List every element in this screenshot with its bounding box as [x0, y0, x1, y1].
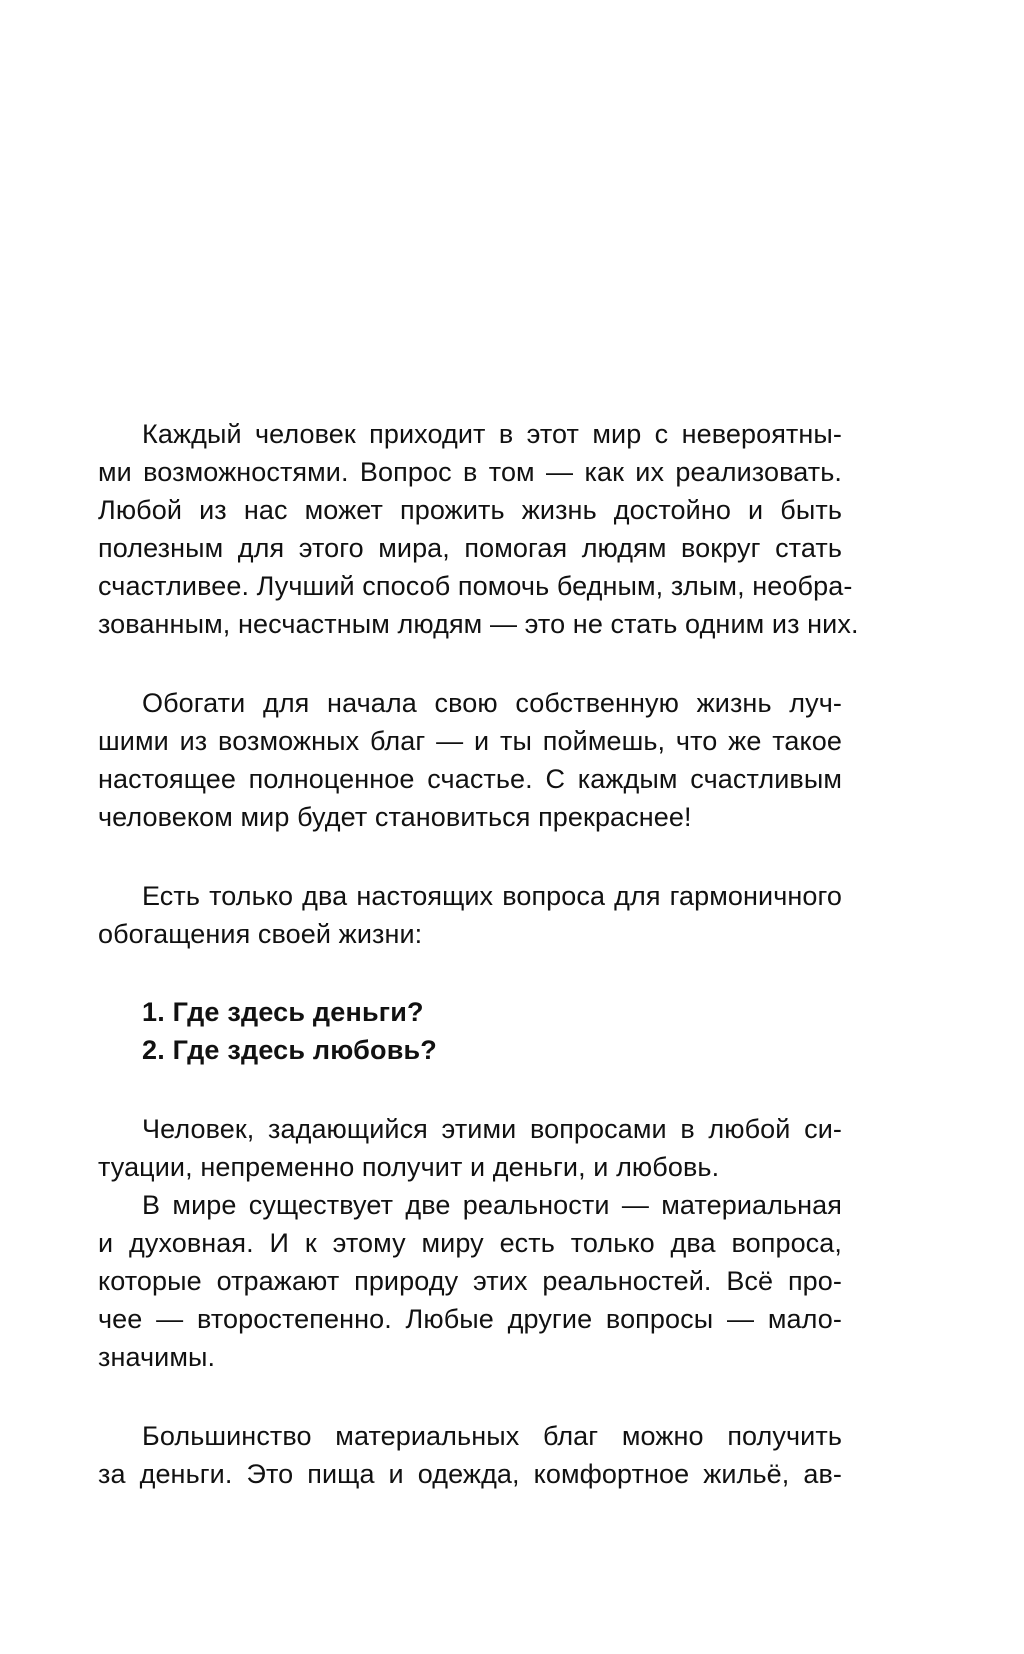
question-money: 1. Где здесь деньги?: [142, 997, 424, 1027]
paragraph-line: значимы.: [98, 1342, 216, 1372]
paragraph-line: и духовная. И к этому миру есть только два вопроса,: [98, 1228, 842, 1258]
paragraph-line: которые отражают природу этих реальностей. Всё про-: [98, 1266, 842, 1296]
paragraph-line: Обогати для начала свою собственную жизнь луч-: [142, 688, 842, 718]
paragraph-line: полезным для этого мира, помогая людям вокруг стать: [98, 533, 842, 563]
paragraph-line: ми возможностями. Вопрос в том — как их реализовать.: [98, 457, 842, 487]
paragraph-line: Есть только два настоящих вопроса для гармоничного: [142, 881, 842, 911]
paragraph-line: чее — второстепенно. Любые другие вопросы — мало-: [98, 1304, 842, 1334]
paragraph-line: Большинство материальных благ можно получить: [142, 1421, 842, 1451]
paragraph-line: Человек, задающийся этими вопросами в любой си-: [142, 1114, 842, 1144]
paragraph-line: шими из возможных благ — и ты поймешь, что же такое: [98, 726, 842, 756]
paragraph-line: зованным, несчастным людям — это не стать одним из них.: [98, 609, 859, 639]
paragraph-line: счастливее. Лучший способ помочь бедным, злым, необра-: [98, 571, 853, 601]
paragraph-line: настоящее полноценное счастье. С каждым счастливым: [98, 764, 842, 794]
paragraph-line: Любой из нас может прожить жизнь достойно и быть: [98, 495, 842, 525]
paragraph-line: туации, непременно получит и деньги, и любовь.: [98, 1152, 720, 1182]
paragraph-line: за деньги. Это пища и одежда, комфортное жильё, ав-: [98, 1459, 842, 1489]
paragraph-line: В мире существует две реальности — материальная: [142, 1190, 842, 1220]
paragraph-line: обогащения своей жизни:: [98, 919, 423, 949]
question-love: 2. Где здесь любовь?: [142, 1035, 438, 1065]
paragraph-line: человеком мир будет становиться прекраснее!: [98, 802, 692, 832]
paragraph-line: Каждый человек приходит в этот мир с невероятны-: [142, 419, 842, 449]
